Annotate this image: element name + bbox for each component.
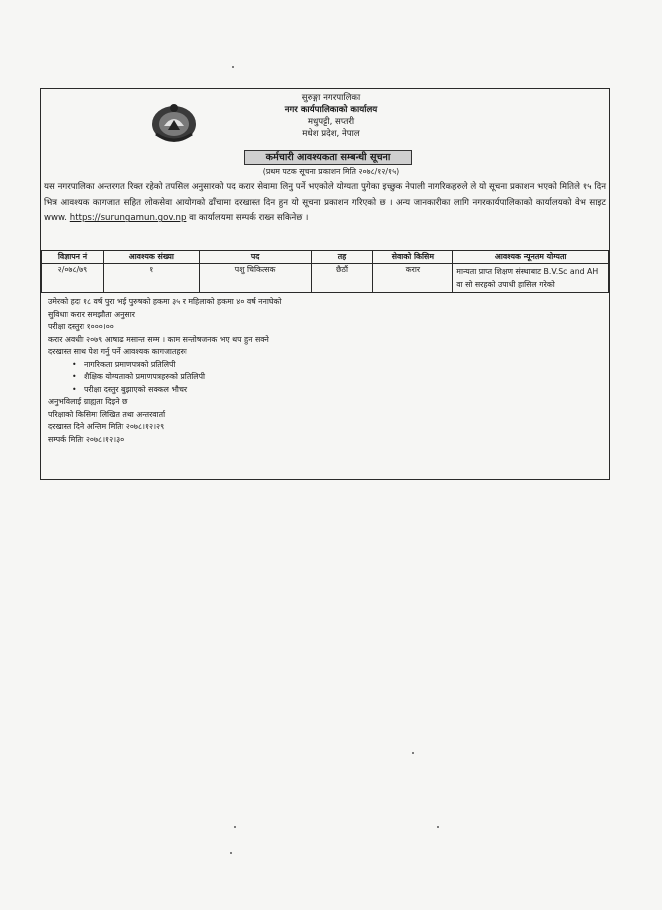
facility: सुविधाः करार समझौता अनुसार <box>48 309 135 319</box>
experience-note: अनुभविलाई ग्राह्यता दिइने छ <box>48 397 128 406</box>
document-item: नागरिकता प्रमाणपत्रको प्रतिलिपी <box>84 359 176 369</box>
column-header: सेवाको किसिम <box>373 251 453 264</box>
document-item: परीक्षा दस्तुर बुझाएको सक्कल भौचर <box>84 384 188 394</box>
notice-body <box>44 180 606 227</box>
column-header: आवश्यक संख्या <box>103 251 199 264</box>
age-limit: उमेरको हदः १८ वर्ष पुरा भई पुरुषको हकमा ३५ र महिलाको हकमा ४० वर्ष ननाघेको <box>48 297 282 306</box>
exam-fee: परीक्षा दस्तुरः १०००।०० <box>48 322 114 331</box>
table-cell: पशु चिकित्सक <box>199 264 311 293</box>
table-cell: १ <box>103 264 199 293</box>
column-header: तह <box>311 251 373 264</box>
office-address: मधुपट्टी, सप्तरी <box>307 117 355 127</box>
table-cell: छैठौं <box>311 264 373 293</box>
paper-speck <box>230 852 232 854</box>
vacancy-table <box>41 250 609 293</box>
office-province: मधेश प्रदेश, नेपाल <box>302 129 360 139</box>
bullet-icon: • <box>72 372 77 381</box>
paper-speck <box>412 752 414 754</box>
list-item <box>72 384 588 397</box>
municipality-name: सुरुङ्गा नगरपालिका <box>301 93 361 103</box>
website-link[interactable]: https://surungamun.gov.np <box>69 213 187 224</box>
list-item <box>72 359 588 372</box>
letterhead <box>0 92 662 140</box>
table-cell: २/०७८/७९ <box>42 264 104 293</box>
bullet-icon: • <box>72 384 77 394</box>
paper-speck <box>437 826 439 828</box>
contract-duration: करार अवधीः २०७९ आषाढ मसान्त सम्म । काम सन्तोषजनक भए थप हुन सक्ने <box>48 334 269 344</box>
column-header: आवश्यक न्यूनतम योग्यता <box>453 251 609 264</box>
notice-subtitle: (प्रथम पटक सूचना प्रकाशन मिति २०७८/१२/१५) <box>262 167 400 176</box>
paper-speck <box>232 66 234 68</box>
document-item: शैक्षिक योग्यताको प्रमाणपत्रहरुको प्रतिलिपी <box>84 372 206 381</box>
column-header: पद <box>199 251 311 264</box>
notice-body-end: वा कार्यालयमा सम्पर्क राख्न सकिनेछ । <box>186 213 309 224</box>
column-header: विज्ञापन नं <box>42 251 104 264</box>
table-header-row <box>42 251 609 264</box>
bullet-icon: • <box>72 359 77 369</box>
list-item <box>72 371 588 384</box>
paper-speck <box>234 826 236 828</box>
notice-title: कर्मचारी आवश्यकता सम्बन्धी सूचना <box>244 150 412 165</box>
documents-heading: दरखास्त साथ पेश गर्नु पर्ने आवश्यक कागजातहरुः <box>48 347 187 356</box>
table-cell: मान्यता प्राप्त शिक्षण संस्थाबाट B.V.Sc and AH वा सो सरहको उपाधी हासिल गरेको <box>453 264 609 293</box>
table-cell: करार <box>373 264 453 293</box>
office-name: नगर कार्यपालिकाको कार्यालय <box>284 105 378 115</box>
documents-list <box>48 359 588 397</box>
application-deadline: दरखास्त दिने अन्तिम मितिः २०७८।१२।२९ <box>48 422 165 431</box>
table-row <box>42 264 609 293</box>
contact-date: सम्पर्क मितिः २०७८।१२।३० <box>48 434 125 444</box>
notice-body-text: यस नगरपालिका अन्तरगत रिक्त रहेको तपसिल अनुसारको पद करार सेवामा लिनु पर्ने भएकोले योग्यता पुगेका इच्छुक नेपाली नागरिकहरुले ले यो सूचना प्रकाशन भएको मितिले १५ दिन भित्र आवश्यक कागजात सहित लोकसेवा आयोगको ढाँचामा दरखास्त दिन हुन यो सूचना प्रकाशन गरिएको छ । अन्य जानकारीका लागि नगरकार्यपालिकाको कार्यालयको वेभ साइट www. <box>44 182 606 224</box>
job-details <box>48 296 588 446</box>
exam-type: परिक्षाको किसिमः लिखित तथा अन्तरवार्ता <box>48 409 166 419</box>
